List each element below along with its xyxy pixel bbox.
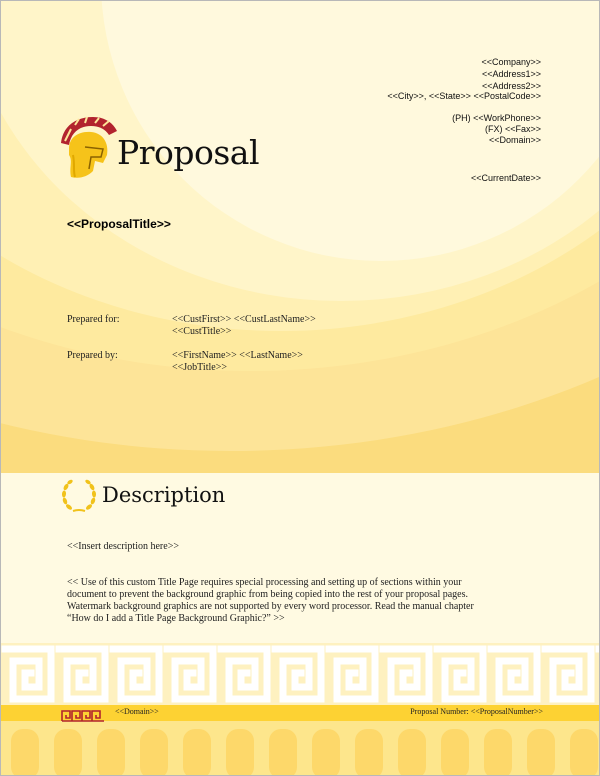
note-line: “How do I add a Title Page Background Graphic?” >> (67, 613, 285, 624)
fax: (FX) <<Fax>> (484, 124, 541, 134)
prepared-by-title: <<JobTitle>> (172, 362, 227, 373)
proposal-title: <<ProposalTitle>> (67, 217, 171, 231)
greek-meander-band (1, 643, 599, 705)
work-phone: (PH) <<WorkPhone>> (452, 113, 541, 123)
current-date: <<CurrentDate>> (470, 173, 541, 183)
description-note (67, 577, 547, 625)
company: <<Company>> (481, 57, 541, 67)
address2: <<Address2>> (481, 81, 541, 91)
prepared-for-name: <<CustFirst>> <<CustLastName>> (172, 314, 316, 325)
prepared-by-label: Prepared by: (67, 350, 118, 361)
city-state-zip: <<City>>, <<State>> <<PostalCode>> (387, 91, 541, 101)
note-line: Watermark background graphics are not supported by every word processor. Read the manual chapter (67, 601, 474, 612)
proposal-heading: Proposal (117, 133, 260, 172)
column-pattern (1, 721, 599, 776)
address1: <<Address1>> (481, 69, 541, 79)
prepared-for-title: <<CustTitle>> (172, 326, 232, 337)
meander-pattern (1, 643, 599, 705)
prepared-for-label: Prepared for: (67, 314, 120, 325)
description-heading: Description (102, 483, 226, 507)
description-placeholder: <<Insert description here>> (67, 541, 179, 552)
prepared-by-name: <<FirstName>> <<LastName>> (172, 350, 303, 361)
spartan-helmet-icon (57, 115, 117, 183)
note-line: document to prevent the background graphic from being copied into the rest of your proposal pages. (67, 589, 468, 600)
footer-domain: <<Domain>> (115, 707, 159, 716)
laurel-wreath-icon (59, 477, 99, 515)
column-band (1, 721, 599, 776)
footer-proposal-number: Proposal Number: <<ProposalNumber>> (410, 707, 543, 716)
domain: <<Domain>> (488, 135, 541, 145)
note-line: << Use of this custom Title Page requires special processing and setting up of sections within your (67, 577, 462, 588)
greek-key-icon (61, 707, 105, 719)
